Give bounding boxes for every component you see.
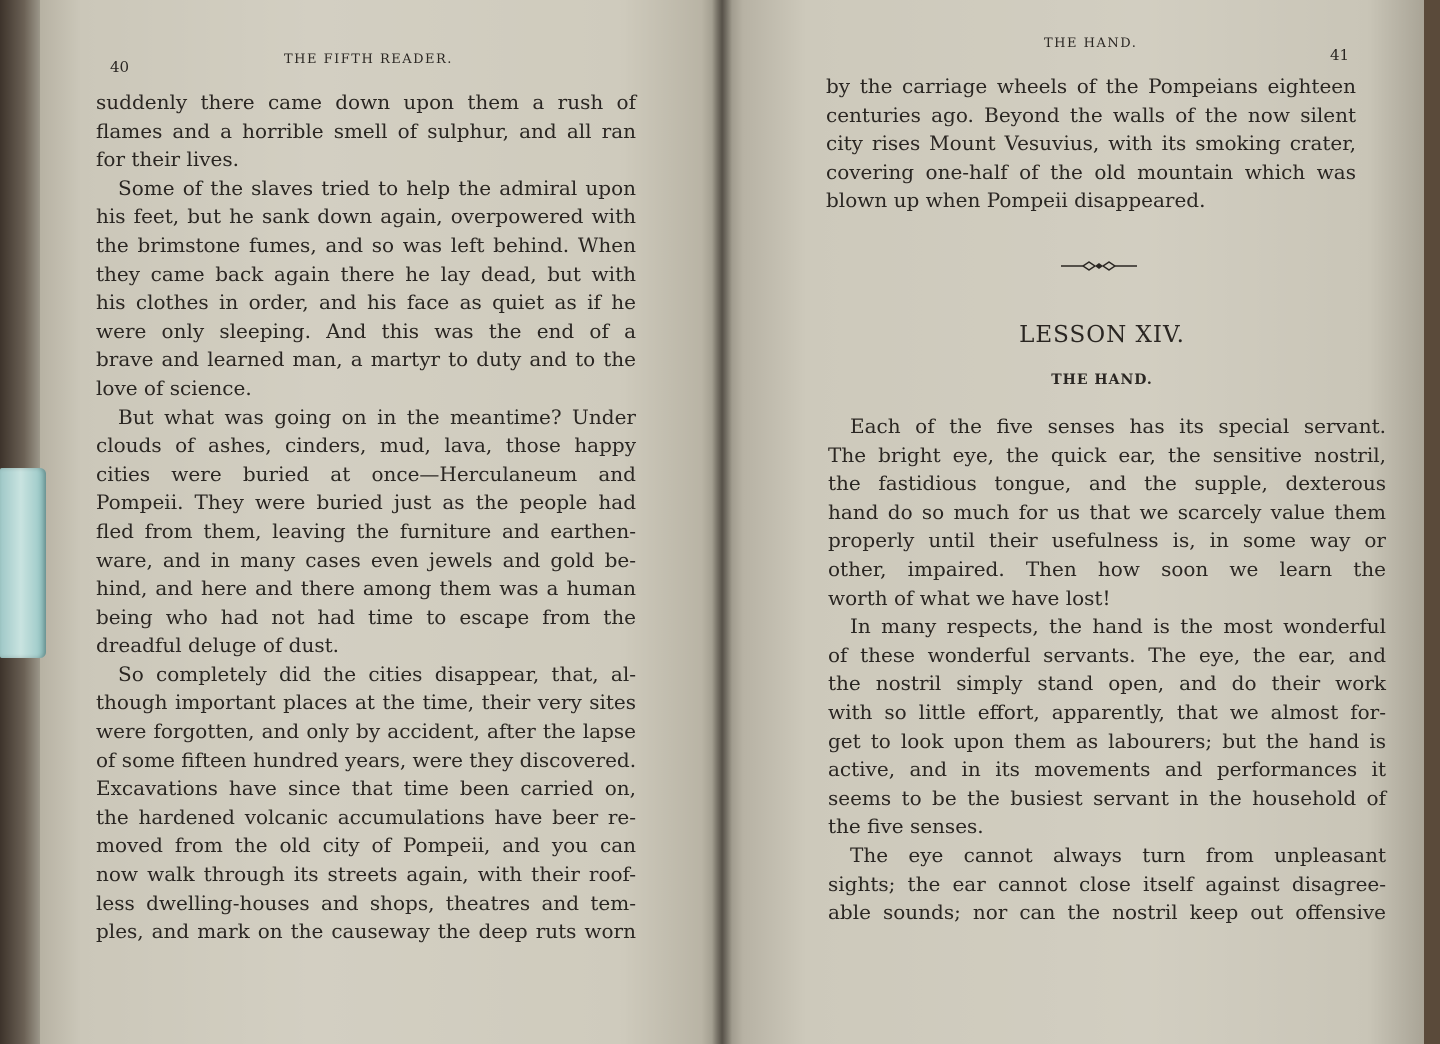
text-line: get to look upon them as labourers; but the hand is [828,728,1386,753]
text-line: being who had not had time to escape from the [96,604,636,629]
text-line: centuries ago. Beyond the walls of the now silent [826,102,1356,127]
text-line: hand do so much for us that we scarcely value them [828,499,1386,524]
text-line: Some of the slaves tried to help the admiral upon [118,175,636,200]
lesson-subtitle: THE HAND. [1051,372,1153,388]
book-right-edge [1424,0,1440,1044]
text-line: covering one-half of the old mountain which was [826,159,1356,184]
ornament-divider-icon [1059,259,1139,273]
text-line: the brimstone fumes, and so was left behind. When [96,232,636,257]
text-line: were only sleeping. And this was the end of a [96,318,636,343]
text-line: able sounds; nor can the nostril keep out offensive [828,900,1386,925]
text-line: moved from the old city of Pompeii, and you can [96,833,636,858]
text-line: Pompeii. They were buried just as the people had [96,490,636,515]
page-number-left: 40 [110,58,130,76]
text-line: love of science. [96,375,252,400]
text-line: Each of the five senses has its special servant. [850,414,1386,438]
text-line: Excavations have since that time been carried on, [96,776,636,801]
text-line: the fastidious tongue, and the supple, dexterous [828,471,1386,496]
text-line: his feet, but he sank down again, overpowered with [96,204,636,229]
text-line: sights; the ear cannot close itself against disagree- [828,871,1386,896]
text-line: ware, and in many cases even jewels and gold be- [96,547,636,572]
text-line: blown up when Pompeii disappeared. [826,188,1206,213]
text-line: fled from them, leaving the furniture and earthen- [96,518,636,543]
right-page-top-text [826,72,1356,215]
text-line: though important places at the time, their very sites [96,690,636,715]
text-line: So completely did the cities disappear, that, al- [118,661,636,686]
text-line: The bright eye, the quick ear, the sensitive nostril, [828,442,1386,467]
lesson-title: LESSON XIV. [1019,322,1185,348]
text-line: of some fifteen hundred years, were they discovered. [96,747,637,772]
text-line: the hardened volcanic accumulations have beer re- [96,804,636,829]
running-head-left: THE FIFTH READER. [284,52,453,67]
right-page [722,0,1424,1044]
text-line: were forgotten, and only by accident, after the lapse [96,719,636,744]
text-line: with so little effort, apparently, that we almost for- [828,699,1386,724]
text-line: brave and learned man, a martyr to duty and to the [96,347,636,372]
text-line: dreadful deluge of dust. [96,633,340,658]
text-line: the nostril simply stand open, and do their work [828,671,1386,696]
text-line: In many respects, the hand is the most wonderful [850,614,1386,639]
text-line: by the carriage wheels of the Pompeians eighteen [826,74,1356,98]
text-line: But what was going on in the meantime? Under [118,404,636,429]
text-line: properly until their usefulness is, in some way or [828,528,1386,553]
text-line: ples, and mark on the causeway the deep ruts worn [96,919,636,944]
text-line: worth of what we have lost! [828,585,1111,610]
bookmark-tab [0,468,46,658]
running-head-right: THE HAND. [1044,36,1138,51]
book-gutter [712,0,732,1044]
text-line: for their lives. [96,147,239,172]
text-line: the five senses. [828,814,984,839]
text-line: The eye cannot always turn from unpleasant [850,842,1386,867]
left-page [40,0,722,1044]
lesson-text [828,412,1386,927]
text-line: hind, and here and there among them was a human [96,576,636,601]
text-line: cities were buried at once—Herculaneum and [96,461,636,486]
text-line: his clothes in order, and his face as quiet as if he [96,290,636,315]
text-line: suddenly there came down upon them a rush of [96,90,636,114]
text-line: of these wonderful servants. The eye, the ear, and [828,642,1386,667]
text-line: seems to be the busiest servant in the household of [828,785,1386,810]
text-line: other, impaired. Then how soon we learn the [828,556,1386,581]
text-line: clouds of ashes, cinders, mud, lava, those happy [96,433,636,458]
text-line: now walk through its streets again, with their roof- [96,862,636,887]
text-line: active, and in its movements and performances it [828,757,1386,782]
text-line: they came back again there he lay dead, but with [96,261,636,286]
page-number-right: 41 [1330,46,1350,64]
text-line: city rises Mount Vesuvius, with its smoking crater, [826,131,1356,156]
text-line: flames and a horrible smell of sulphur, and all ran [96,118,636,143]
left-page-text [96,88,636,946]
text-line: less dwelling-houses and shops, theatres and tem- [96,890,636,915]
